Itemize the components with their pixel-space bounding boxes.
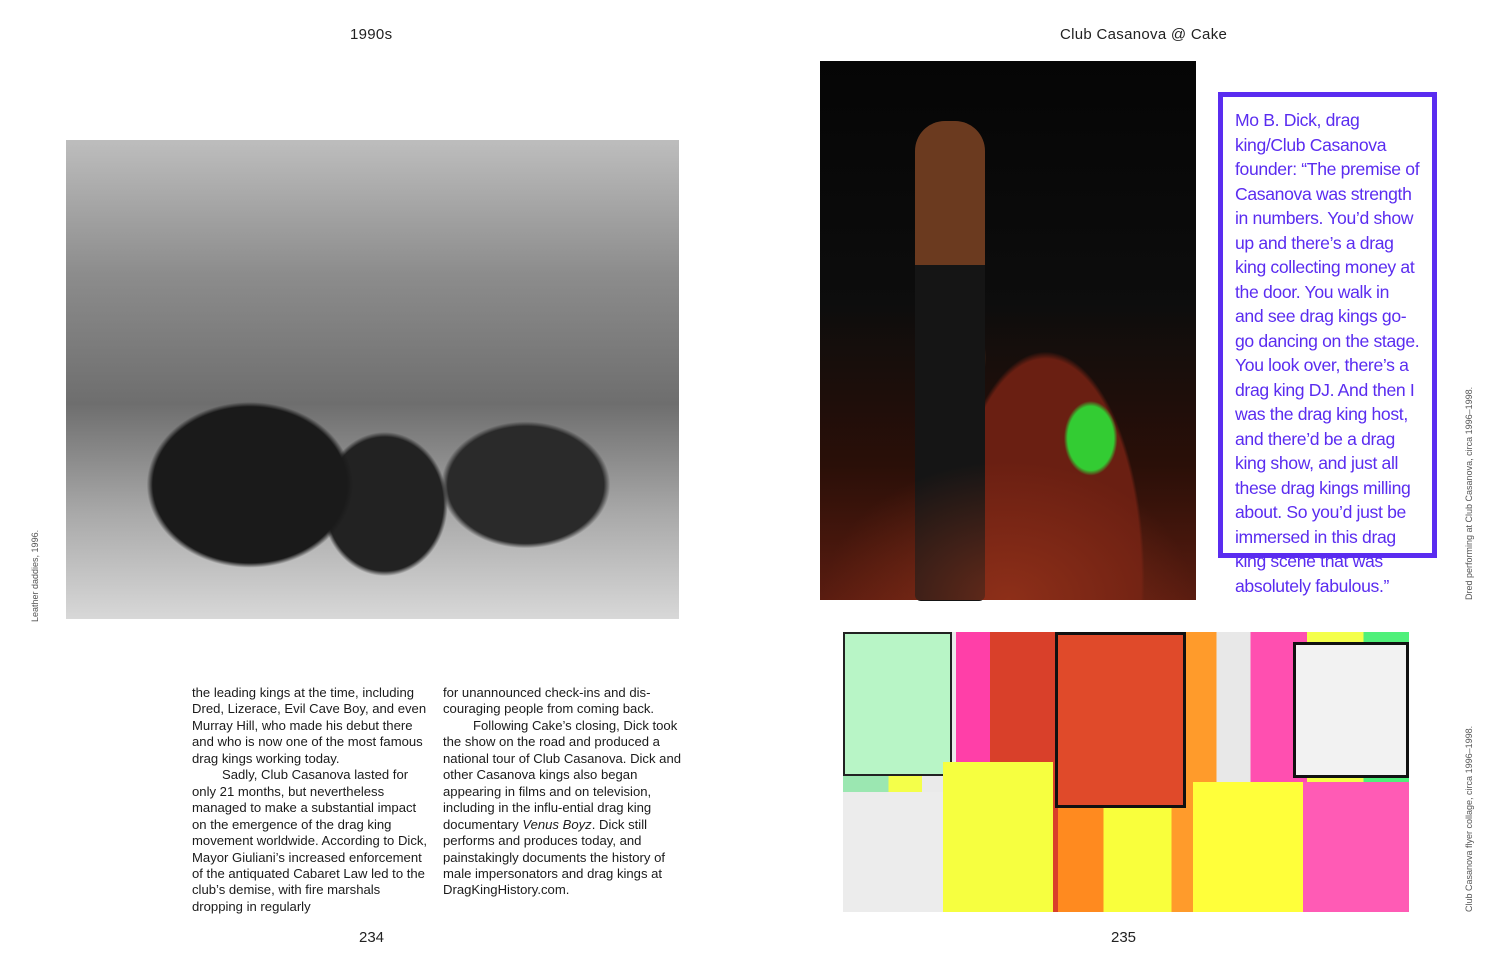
paragraph: Sadly, Club Casanova lasted for only 21 months, but nevertheless managed to make a substantial impact on the emergence of the drag king movement worldwide. According to Dick, Mayor Giuliani’s increased enforcement of the antiquated Cabaret Law led to the club’s demise, with fire marshals dropping in regularly — [192, 767, 428, 914]
left-folio: 234 — [359, 929, 385, 946]
right-photo1-caption: Dred performing at Club Casanova, circa 1996–1998. — [1464, 386, 1474, 600]
flyer-collage-photo — [843, 632, 1409, 912]
left-running-head: 1990s — [350, 26, 393, 43]
flyer-card — [843, 632, 952, 776]
paragraph: the leading kings at the time, including Dred, Lizerace, Evil Cave Boy, and even Murray Hill, who made his debut there and who is now one of the most famous drag kings working today. — [192, 685, 427, 766]
dred-performing-photo — [820, 61, 1196, 600]
paragraph-text: . Dick still performs and produces today, and painstakingly documents the history of male impersonators and drag kings at DragKingHistory.com. — [443, 816, 665, 898]
flyer-card — [1193, 782, 1303, 912]
paragraph: for unannounced check-ins and dis-couraging people from coming back. — [443, 685, 655, 717]
right-running-head: Club Casanova @ Cake — [1060, 26, 1228, 43]
spotlight-floor — [820, 460, 1196, 600]
right-photo2-caption: Club Casanova flyer collage, circa 1996–1998. — [1464, 725, 1474, 912]
flyer-card — [1293, 642, 1409, 778]
paragraph — [443, 718, 685, 899]
paragraph-text: Following Cake’s closing, Dick took the show on the road and produced a national tour of Club Casanova. Dick and other Casanova kings also began appearing in films and on television, including in the influ-ential drag king documentary — [443, 717, 682, 832]
right-folio: 235 — [1111, 929, 1137, 946]
flyer-card — [1303, 782, 1409, 912]
flyer-card — [1055, 632, 1186, 808]
pull-quote-box — [1218, 92, 1437, 596]
body-column-1 — [192, 685, 434, 915]
film-title: Venus Boyz — [522, 816, 592, 832]
left-photo-caption: Leather daddies, 1996. — [30, 529, 40, 622]
pull-quote-text: Mo B. Dick, drag king/Club Casanova founder: “The premise of Casanova was strength in numbers. You’d show up and there’s a drag king collecting money at the door. You walk in and see drag kings go-go dancing on the stage. You look over, there’s a drag king DJ. And then I was the drag king host, and there’d be a drag king show, and just all these drag kings milling about. So you’d just be immersed in this drag king scene that was absolutely fabulous.” — [1235, 110, 1420, 596]
flyer-card — [943, 762, 1053, 912]
leather-daddies-photo — [66, 140, 679, 619]
flyer-card — [843, 792, 943, 912]
body-column-2 — [443, 685, 685, 899]
